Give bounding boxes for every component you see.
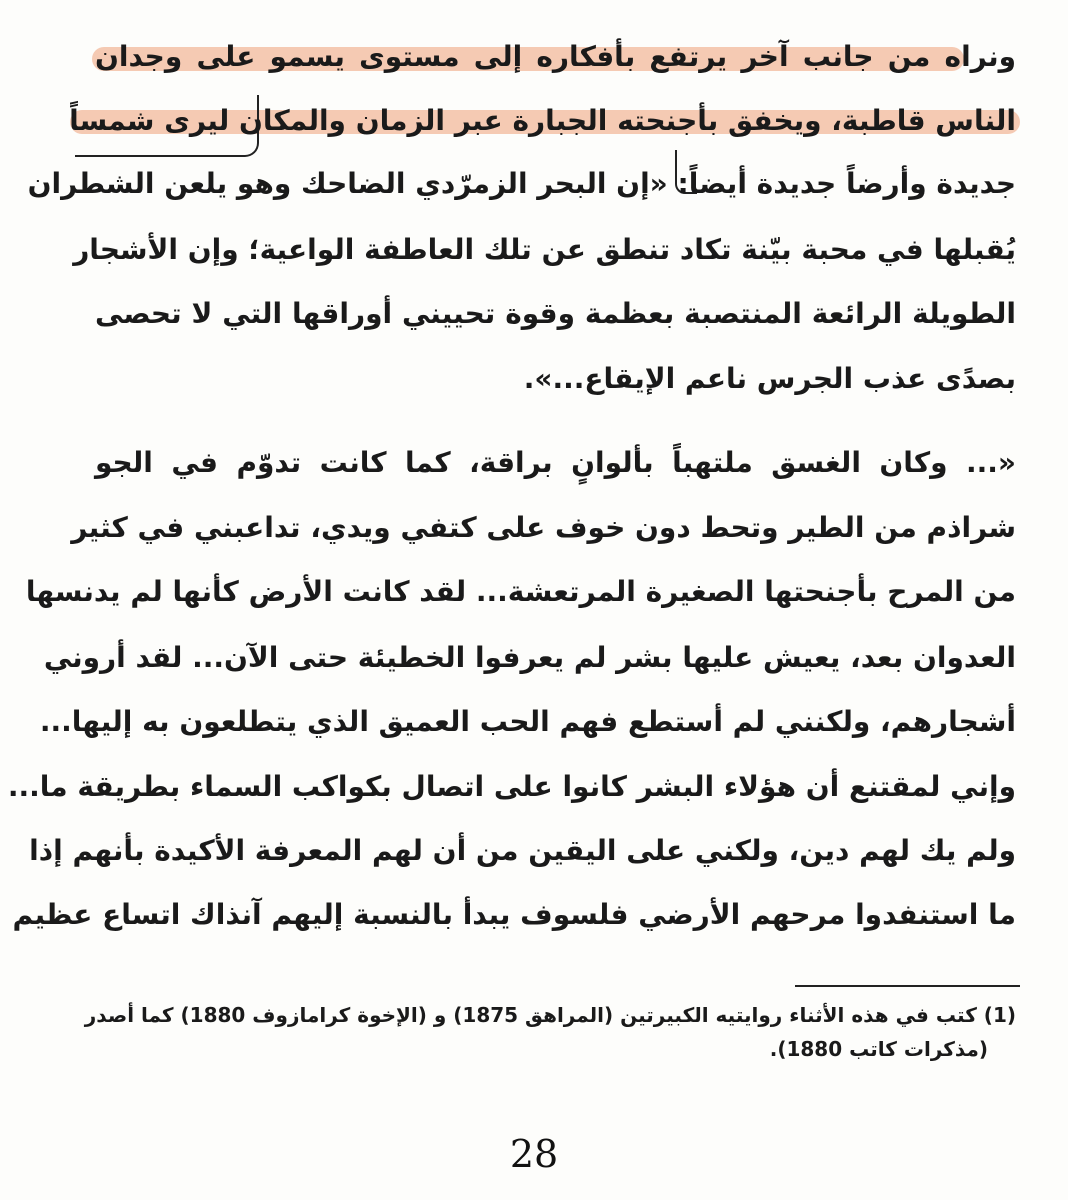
footnote-line: (مذكرات كاتب 1880). — [769, 1037, 988, 1061]
text-line: شراذم من الطير وتحط دون خوف على كتفي ويدي، تداعبني في كثير — [71, 511, 1016, 544]
text-line: ونراه من جانب آخر يرتفع بأفكاره إلى مستوى يسمو على وجدان — [95, 40, 1016, 73]
text-line: أشجارهم، ولكنني لم أستطع فهم الحب العميق الذي يتطلعون به إليها... — [39, 705, 1016, 738]
text-line: العدوان بعد، يعيش عليها بشر لم يعرفوا الخطيئة حتى الآن... لقد أروني — [43, 641, 1016, 674]
text-line: من المرح بأجنحتها الصغيرة المرتعشة... لقد كانت الأرض كأنها لم يدنسها — [25, 575, 1016, 608]
footnote-line: (1) كتب في هذه الأثناء روايتيه الكبيرتين (المراهق 1875) و (الإخوة كرامازوف 1880) كما أصدر — [84, 1003, 1016, 1027]
text-line: بصدًى عذب الجرس ناعم الإيقاع...». — [523, 362, 1016, 395]
page-number: 28 — [509, 1132, 559, 1176]
text-line: جديدة وأرضاً جديدة أيضاً: «إن البحر الزمرّدي الضاحك وهو يلعن الشطران — [27, 167, 1016, 200]
text-line: ولم يك لهم دين، ولكني على اليقين من أن لهم المعرفة الأكيدة بأنهم إذا — [29, 834, 1016, 867]
text-line: الناس قاطبة، ويخفق بأجنحته الجبارة عبر الزمان والمكان ليرى شمساً — [69, 104, 1016, 137]
text-line: ما استنفدوا مرحهم الأرضي فلسوف يبدأ بالنسبة إليهم آنذاك اتساع عظيم — [12, 898, 1016, 931]
text-line: يُقبلها في محبة بيّنة تكاد تنطق عن تلك العاطفة الواعية؛ وإن الأشجار — [73, 233, 1016, 266]
text-line: «... وكان الغسق ملتهباً بألوانٍ براقة، كما كانت تدوّم في الجو — [95, 446, 1016, 479]
text-line: وإني لمقتنع أن هؤلاء البشر كانوا على اتصال بكواكب السماء بطريقة ما... — [7, 770, 1016, 803]
footnote-separator — [795, 985, 1020, 987]
text-line: الطويلة الرائعة المنتصبة بعظمة وقوة تحييني أوراقها التي لا تحصى — [95, 297, 1016, 330]
